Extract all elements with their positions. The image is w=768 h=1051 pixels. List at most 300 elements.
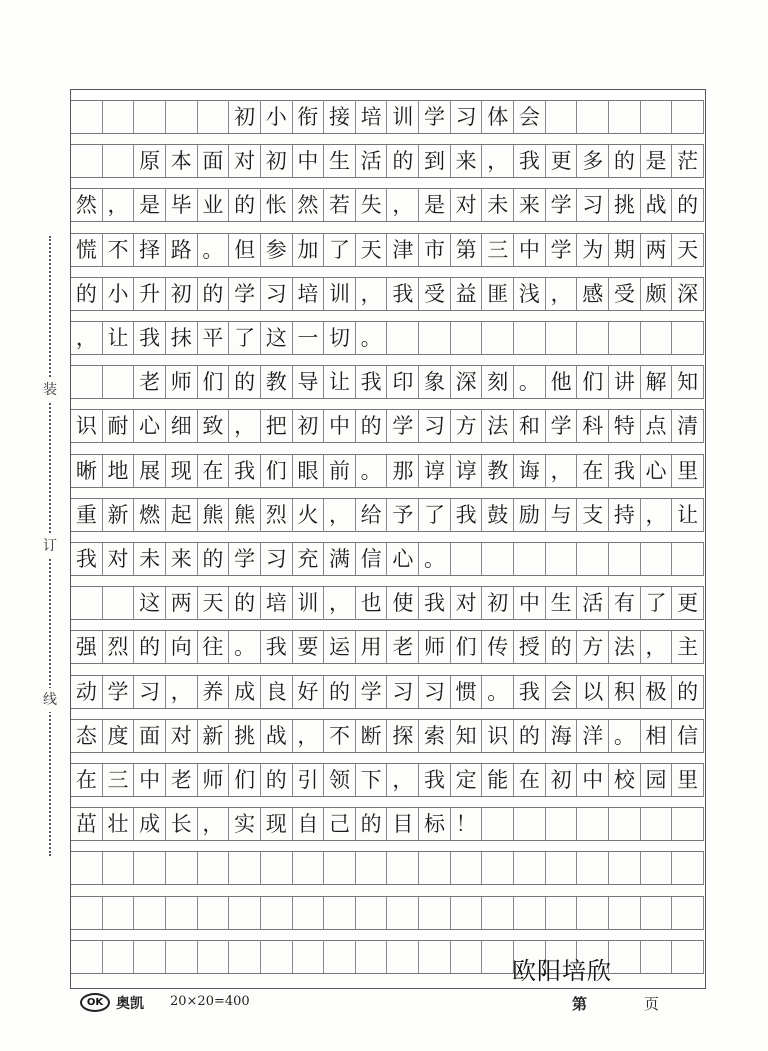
grid-cell: [356, 897, 388, 929]
text-char: 熊: [198, 499, 230, 531]
text-char: 起: [166, 499, 198, 531]
text-char: 若: [324, 189, 356, 221]
text-char: 不: [103, 234, 135, 266]
text-char: 我: [229, 455, 261, 487]
grid-cell: [482, 852, 514, 884]
text-char: 习: [577, 189, 609, 221]
text-char: 匪: [482, 278, 514, 310]
text-char: ，: [356, 278, 388, 310]
text-char: 这: [134, 587, 166, 619]
text-char: 目: [388, 808, 420, 840]
text-char: 心: [641, 455, 673, 487]
text-char: 解: [641, 366, 673, 398]
grid-cell: [419, 941, 451, 973]
text-char: 择: [134, 234, 166, 266]
text-char: 现: [261, 808, 293, 840]
text-char: 授: [514, 631, 546, 663]
grid-cell: [482, 543, 514, 575]
text-char: 那: [388, 455, 420, 487]
text-char: ，: [641, 499, 673, 531]
grid-cell: [166, 941, 198, 973]
title-char: 学: [419, 101, 451, 133]
text-char: 知: [451, 720, 483, 752]
text-char: 对: [166, 720, 198, 752]
grid-cell: [293, 852, 325, 884]
text-char: 的: [324, 676, 356, 708]
text-char: 的: [356, 410, 388, 442]
grid-cell: [198, 101, 230, 133]
text-char: 未: [482, 189, 514, 221]
grid-row: [71, 719, 704, 753]
grid-cell: [261, 852, 293, 884]
grid-cell: [324, 897, 356, 929]
text-char: ，: [229, 410, 261, 442]
grid-row: [71, 277, 704, 311]
text-char: 熊: [229, 499, 261, 531]
text-char: 索: [419, 720, 451, 752]
text-char: 让: [103, 322, 135, 354]
grid-cell: [166, 852, 198, 884]
text-char: 导: [293, 366, 325, 398]
grid-row: [71, 763, 704, 797]
text-char: 眼: [293, 455, 325, 487]
text-char: 度: [103, 720, 135, 752]
text-char: 老: [134, 366, 166, 398]
text-char: 重: [71, 499, 103, 531]
grid-row: [71, 586, 704, 620]
text-char: 教: [482, 455, 514, 487]
grid-row: [71, 233, 704, 267]
text-char: 方: [577, 631, 609, 663]
text-char: 培: [261, 587, 293, 619]
text-char: ，: [324, 587, 356, 619]
text-char: 良: [261, 676, 293, 708]
text-char: 原: [134, 145, 166, 177]
text-char: 活: [356, 145, 388, 177]
text-char: 更: [546, 145, 578, 177]
text-char: 我: [134, 322, 166, 354]
title-char: 衔: [293, 101, 325, 133]
text-char: 主: [672, 631, 704, 663]
text-char: 态: [71, 720, 103, 752]
text-char: 清: [672, 410, 704, 442]
text-char: ，: [324, 499, 356, 531]
text-char: 象: [419, 366, 451, 398]
grid-row: [71, 675, 704, 709]
grid-cell: [388, 852, 420, 884]
grid-row: [71, 454, 704, 488]
text-char: 面: [198, 145, 230, 177]
text-char: 生: [324, 145, 356, 177]
grid-cell: [103, 852, 135, 884]
brand-logo: OK: [80, 993, 110, 1012]
text-char: 向: [166, 631, 198, 663]
title-char: 接: [324, 101, 356, 133]
text-char: 的: [514, 720, 546, 752]
grid-cell: [261, 941, 293, 973]
grid-cell: [672, 322, 704, 354]
text-char: 。: [229, 631, 261, 663]
text-char: 期: [609, 234, 641, 266]
text-char: 有: [609, 587, 641, 619]
text-char: 我: [451, 499, 483, 531]
text-char: 成: [229, 676, 261, 708]
text-char: 前: [324, 455, 356, 487]
binding-mark-zhuang: 装: [40, 378, 60, 402]
page-number-prefix: 第: [572, 995, 588, 1013]
text-char: 学: [546, 410, 578, 442]
text-char: 烈: [103, 631, 135, 663]
text-char: 地: [103, 455, 135, 487]
text-char: 心: [388, 543, 420, 575]
grid-cell: [198, 941, 230, 973]
title-char: 训: [388, 101, 420, 133]
grid-cell: [451, 852, 483, 884]
text-char: 支: [577, 499, 609, 531]
text-char: 路: [166, 234, 198, 266]
grid-cell: [514, 852, 546, 884]
text-char: 感: [577, 278, 609, 310]
text-char: 浅: [514, 278, 546, 310]
text-char: 和: [514, 410, 546, 442]
text-char: 们: [229, 764, 261, 796]
writing-grid: [70, 89, 706, 989]
text-char: 的: [71, 278, 103, 310]
text-char: 面: [134, 720, 166, 752]
text-char: 是: [419, 189, 451, 221]
text-char: 鼓: [482, 499, 514, 531]
grid-cell: [546, 897, 578, 929]
text-char: 两: [166, 587, 198, 619]
text-char: 传: [482, 631, 514, 663]
grid-cell: [134, 897, 166, 929]
text-char: 对: [451, 587, 483, 619]
text-char: 训: [293, 587, 325, 619]
text-char: 满: [324, 543, 356, 575]
text-char: 怅: [261, 189, 293, 221]
text-char: 燃: [134, 499, 166, 531]
text-char: 他: [546, 366, 578, 398]
text-char: 习: [134, 676, 166, 708]
text-char: 习: [261, 543, 293, 575]
text-char: 。: [609, 720, 641, 752]
text-char: 习: [261, 278, 293, 310]
text-char: 慌: [71, 234, 103, 266]
text-char: 相: [641, 720, 673, 752]
text-char: 这: [261, 322, 293, 354]
grid-cell: [71, 145, 103, 177]
text-char: 训: [324, 278, 356, 310]
text-char: 来: [451, 145, 483, 177]
text-char: 用: [356, 631, 388, 663]
text-char: 平: [198, 322, 230, 354]
text-char: 校: [609, 764, 641, 796]
text-char: 中: [293, 145, 325, 177]
text-char: 惯: [451, 676, 483, 708]
grid-cell: [198, 897, 230, 929]
text-char: 业: [198, 189, 230, 221]
text-char: 洋: [577, 720, 609, 752]
text-char: 学: [546, 189, 578, 221]
grid-cell: [71, 366, 103, 398]
text-char: 的: [356, 808, 388, 840]
text-char: 初: [546, 764, 578, 796]
text-char: 学: [546, 234, 578, 266]
text-char: ！: [451, 808, 483, 840]
text-char: 的: [229, 366, 261, 398]
text-char: 的: [198, 278, 230, 310]
text-char: 好: [293, 676, 325, 708]
text-char: 以: [577, 676, 609, 708]
text-char: 烈: [261, 499, 293, 531]
grid-cell: [672, 897, 704, 929]
text-char: 来: [514, 189, 546, 221]
text-char: 深: [672, 278, 704, 310]
text-char: 谆: [419, 455, 451, 487]
grid-cell: [229, 941, 261, 973]
text-char: 为: [577, 234, 609, 266]
text-char: 师: [198, 764, 230, 796]
text-char: 教: [261, 366, 293, 398]
text-char: ，: [546, 278, 578, 310]
text-char: 的: [229, 189, 261, 221]
grid-cell: [419, 852, 451, 884]
grid-cell: [577, 897, 609, 929]
text-char: 讲: [609, 366, 641, 398]
text-char: 们: [261, 455, 293, 487]
text-char: 诲: [514, 455, 546, 487]
text-char: 受: [609, 278, 641, 310]
text-char: 我: [71, 543, 103, 575]
text-char: 励: [514, 499, 546, 531]
text-char: 领: [324, 764, 356, 796]
text-char: 给: [356, 499, 388, 531]
grid-cell: [166, 897, 198, 929]
binding-margin: [40, 236, 60, 856]
grid-row: [71, 807, 704, 841]
title-char: 体: [482, 101, 514, 133]
grid-cell: [514, 897, 546, 929]
grid-cell: [451, 543, 483, 575]
grid-cell: [641, 543, 673, 575]
text-char: 对: [451, 189, 483, 221]
text-char: 充: [293, 543, 325, 575]
text-char: 里: [672, 764, 704, 796]
text-char: 我: [514, 676, 546, 708]
text-char: 习: [419, 410, 451, 442]
grid-row: [71, 498, 704, 532]
grid-cell: [356, 852, 388, 884]
text-char: 法: [482, 410, 514, 442]
text-char: 中: [324, 410, 356, 442]
text-char: 使: [388, 587, 420, 619]
grid-cell: [514, 808, 546, 840]
text-char: 。: [419, 543, 451, 575]
title-char: 培: [356, 101, 388, 133]
text-char: 让: [672, 499, 704, 531]
text-char: 的: [261, 764, 293, 796]
grid-cell: [388, 897, 420, 929]
text-char: 点: [641, 410, 673, 442]
text-char: 中: [577, 764, 609, 796]
grid-cell: [514, 543, 546, 575]
grid-cell: [261, 897, 293, 929]
text-char: 学: [356, 676, 388, 708]
grid-cell: [672, 852, 704, 884]
grid-spec-label: 20×20=400: [170, 994, 250, 1009]
text-char: 引: [293, 764, 325, 796]
title-char: 习: [451, 101, 483, 133]
text-char: 失: [356, 189, 388, 221]
grid-cell: [546, 808, 578, 840]
text-char: ，: [198, 808, 230, 840]
text-char: 然: [293, 189, 325, 221]
text-char: 抹: [166, 322, 198, 354]
text-char: 在: [198, 455, 230, 487]
text-char: 晰: [71, 455, 103, 487]
grid-cell: [577, 543, 609, 575]
text-char: 了: [229, 322, 261, 354]
text-char: 颇: [641, 278, 673, 310]
grid-cell: [482, 808, 514, 840]
text-char: 要: [293, 631, 325, 663]
text-char: 的: [672, 676, 704, 708]
text-char: 战: [261, 720, 293, 752]
grid-cell: [134, 101, 166, 133]
grid-cell: [451, 322, 483, 354]
text-char: 在: [577, 455, 609, 487]
text-char: 实: [229, 808, 261, 840]
grid-cell: [672, 543, 704, 575]
text-char: 里: [672, 455, 704, 487]
grid-cell: [293, 897, 325, 929]
text-char: 下: [356, 764, 388, 796]
text-char: 多: [577, 145, 609, 177]
text-char: 耐: [103, 410, 135, 442]
text-char: 的: [134, 631, 166, 663]
grid-row: [71, 365, 704, 399]
text-char: 我: [609, 455, 641, 487]
text-char: 切: [324, 322, 356, 354]
grid-cell: [388, 941, 420, 973]
text-char: 习: [388, 676, 420, 708]
grid-row: [71, 188, 704, 222]
grid-cell: [641, 322, 673, 354]
text-char: 师: [166, 366, 198, 398]
text-char: 探: [388, 720, 420, 752]
text-char: 学: [229, 278, 261, 310]
text-char: 展: [134, 455, 166, 487]
grid-cell: [609, 322, 641, 354]
text-char: 习: [419, 676, 451, 708]
grid-cell: [103, 587, 135, 619]
grid-row: [71, 144, 704, 178]
text-char: 第: [451, 234, 483, 266]
text-char: 我: [388, 278, 420, 310]
text-char: 我: [419, 587, 451, 619]
text-char: ，: [166, 676, 198, 708]
grid-cell: [672, 101, 704, 133]
text-char: 老: [388, 631, 420, 663]
binding-mark-xian: 线: [40, 688, 60, 712]
grid-cell: [609, 101, 641, 133]
text-char: ，: [103, 189, 135, 221]
text-char: ，: [71, 322, 103, 354]
text-char: 是: [134, 189, 166, 221]
text-char: 受: [419, 278, 451, 310]
text-char: 我: [356, 366, 388, 398]
text-char: 往: [198, 631, 230, 663]
text-char: 市: [419, 234, 451, 266]
grid-cell: [641, 852, 673, 884]
text-char: 会: [546, 676, 578, 708]
text-char: 天: [356, 234, 388, 266]
text-char: 学: [388, 410, 420, 442]
text-char: 老: [166, 764, 198, 796]
title-char: 初: [229, 101, 261, 133]
grid-cell: [577, 322, 609, 354]
text-char: 积: [609, 676, 641, 708]
text-char: 刻: [482, 366, 514, 398]
text-char: 极: [641, 676, 673, 708]
grid-cell: [672, 808, 704, 840]
text-char: 让: [324, 366, 356, 398]
text-char: 是: [641, 145, 673, 177]
text-char: 能: [482, 764, 514, 796]
text-char: 了: [419, 499, 451, 531]
grid-cell: [482, 897, 514, 929]
grid-cell: [71, 897, 103, 929]
grid-cell: [577, 101, 609, 133]
title-char: 小: [261, 101, 293, 133]
text-char: 们: [577, 366, 609, 398]
grid-cell: [71, 101, 103, 133]
text-char: 未: [134, 543, 166, 575]
text-char: 知: [672, 366, 704, 398]
text-char: 标: [419, 808, 451, 840]
text-char: 三: [482, 234, 514, 266]
grid-cell: [546, 101, 578, 133]
grid-cell: [103, 897, 135, 929]
text-char: 定: [451, 764, 483, 796]
text-char: 学: [229, 543, 261, 575]
text-char: 成: [134, 808, 166, 840]
text-char: 一: [293, 322, 325, 354]
text-char: 对: [103, 543, 135, 575]
grid-cell: [103, 366, 135, 398]
grid-cell: [546, 852, 578, 884]
grid-cell: [419, 322, 451, 354]
text-char: 方: [451, 410, 483, 442]
text-char: 三: [103, 764, 135, 796]
text-char: 们: [451, 631, 483, 663]
grid-cell: [609, 852, 641, 884]
text-char: 。: [356, 322, 388, 354]
text-char: ，: [293, 720, 325, 752]
grid-row: [71, 321, 704, 355]
text-char: 学: [103, 676, 135, 708]
grid-cell: [229, 897, 261, 929]
page-footer: [0, 990, 768, 1020]
text-char: 。: [482, 676, 514, 708]
text-char: 了: [324, 234, 356, 266]
text-char: 细: [166, 410, 198, 442]
text-char: 的: [198, 543, 230, 575]
text-char: 我: [261, 631, 293, 663]
grid-cell: [609, 808, 641, 840]
text-char: 战: [641, 189, 673, 221]
text-char: 壮: [103, 808, 135, 840]
